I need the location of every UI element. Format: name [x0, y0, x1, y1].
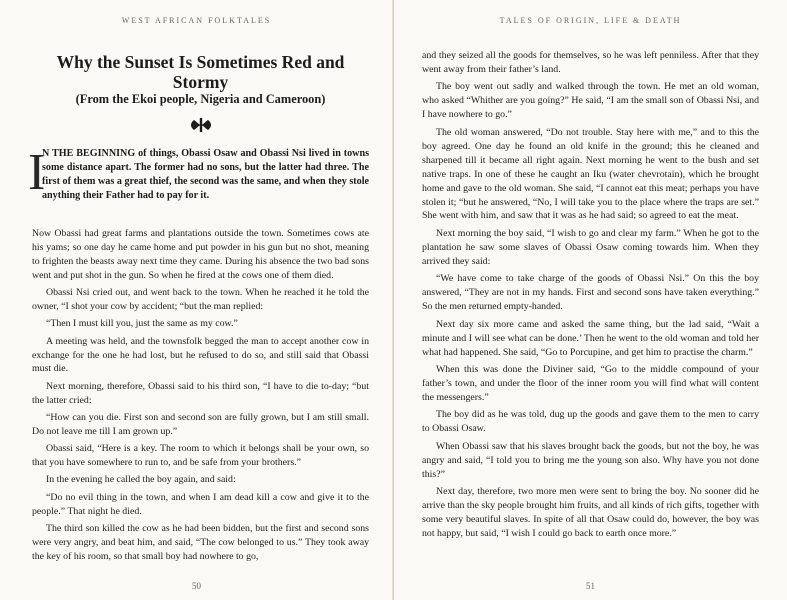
body-paragraph: Next morning the boy said, “I wish to go and clear my farm.” When he got to the plantation he saw some slaves of Obassi Osaw coming towards him. When they arrived they said: — [422, 227, 759, 267]
right-page-content — [422, 49, 759, 544]
running-head-right: TALES OF ORIGIN, LIFE & DEATH — [499, 16, 682, 25]
body-paragraph: The old woman answered, “Do not trouble. Stay here with me,” and to this the boy agreed. One day he found an old knife in the ground; this he cleaned and sharpened till it became all right again. Next morning he went to the bush and set native traps. In one of these he caught an Iku (water chevrotain), which he brought home and gave to the old woman. She said, “I cannot eat this meat; perhaps you have stolen it; “but he answered, “No, I will take you to the place where the traps are set.” She went with him, and saw that it was as he had said; so agreed to eat the meat. — [422, 126, 759, 222]
story-subtitle: (From the Ekoi people, Nigeria and Cameroon) — [75, 92, 326, 106]
body-paragraph: The boy went out sadly and walked through the town. He met an old woman, who asked “Whither are you going?” He said, “I am the small son of Obassi Nsi, and I have nowhere to go.” — [422, 81, 759, 121]
body-paragraph: and they seized all the goods for themselves, so he was left penniless. After that they went away from their father’s land. — [422, 50, 759, 75]
right-page — [394, 0, 787, 600]
body-paragraph: The third son killed the cow as he had been bidden, but the first and second sons were very angry, and beat him, and said, “The cow belonged to us.” They took away the key of his room, so that small boy had nowhere to go, — [32, 522, 369, 562]
body-paragraph: When Obassi saw that his slaves brought back the goods, but not the boy, he was angry and said, “I told you to bring me the young son also. Why have you not done this?” — [422, 440, 759, 480]
body-paragraph: “How can you die. First son and second son are fully grown, but I am still small. Do not leave me till I am grown up.” — [32, 412, 369, 437]
body-paragraph: Next morning, therefore, Obassi said to his third son, “I have to die to-day; “but the latter cried: — [32, 380, 369, 406]
body-paragraph: A meeting was held, and the townsfolk begged the man to accept another cow in exchange for the one he had lost, but he refused to do so, and still said that Obassi must die. — [32, 335, 369, 375]
body-paragraph: Next day six more came and asked the same thing, but the lad said, “Wait a minute and I will see what can be done.’ Then he went to the old woman and told her what had happened. She said, “Go to Porcupine, and get him to practise the charm.” — [422, 318, 759, 358]
body-paragraph: The boy did as he was told, dug up the goods and gave them to the men to carry to Obassi Osaw. — [422, 409, 759, 435]
lead-paragraph — [28, 144, 369, 203]
body-paragraph: “Then I must kill you, just the same as my cow.” — [46, 318, 238, 330]
body-paragraph: Now Obassi had great farms and plantations outside the town. Sometimes cows ate his yams; so one day he came home and put powder in his gun but no shot, meaning to frighten the beasts away next time they came. During his absence the two bad sons went and put shot in the gun. So when he fired at the cows one of them died. — [32, 228, 369, 281]
drop-cap: I — [28, 144, 46, 201]
page-number-right: 51 — [586, 581, 595, 591]
body-paragraph: When this was done the Diviner said, “Go to the middle compound of your father’s town, and under the floor of the inner room you will find what will content the messengers.” — [422, 364, 759, 403]
body-paragraph: “Do no evil thing in the town, and when I am dead kill a cow and give it to the people.” That night he died. — [32, 491, 369, 517]
body-paragraph: In the evening he called the boy again, and said: — [46, 474, 236, 486]
adinkra-symbol-icon — [190, 117, 212, 133]
body-paragraph: “We have come to take charge of the goods of Obassi Nsi.” On this the boy answered, “They are not in my hands. First and second sons have taken everything.” So the men returned empty-handed. — [422, 273, 759, 313]
running-head-left: WEST AFRICAN FOLKTALES — [121, 16, 272, 25]
left-page-content — [28, 48, 369, 567]
body-paragraph: Next day, therefore, two more men were sent to bring the boy. No sooner did he arrive than the sky people brought him fruits, and all kinds of rich gifts, together with some very beautiful slaves. In spite of all that Osaw could do, however, the boy was not happy, but said, “I wish I could go back to earth once more.” — [422, 486, 759, 539]
lead-text: N THE BEGINNING of things, Obassi Osaw and Obassi Nsi lived in towns some distance apart. The former had no sons, but the latter had three. The first of them was a great thief, the second was the same, and when they stole anything their Father had to pay for it. — [42, 148, 369, 202]
body-paragraph: Obassi Nsi cried out, and went back to the town. When he reached it he told the owner, “I shot your cow by accident; “but the man replied: — [32, 287, 369, 313]
left-page — [0, 0, 393, 600]
story-title: Why the Sunset Is Sometimes Red and Stormy — [56, 52, 345, 92]
page-number-left: 50 — [192, 581, 201, 591]
body-paragraph: Obassi said, “Here is a key. The room to which it belongs shall be your own, so that you have somewhere to run to, and be safe from your brothers.” — [32, 443, 369, 469]
